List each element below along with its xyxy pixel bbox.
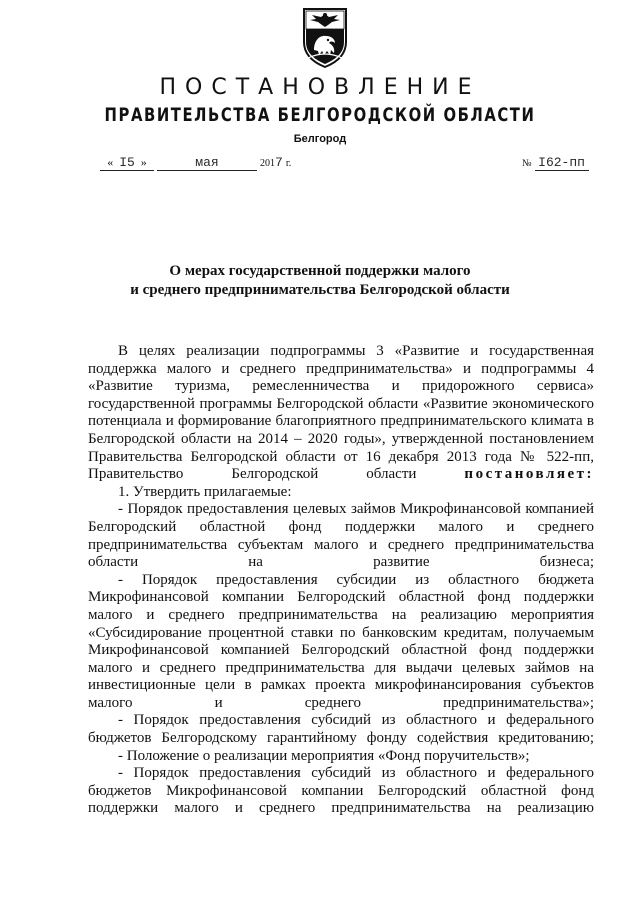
document-date — [100, 155, 300, 175]
date-year-suffix: г. — [285, 158, 292, 169]
document-city: Белгород — [293, 133, 347, 145]
document-heading — [0, 262, 640, 300]
document-title: ПОСТАНОВЛЕНИЕ — [159, 75, 481, 100]
number-label: № — [522, 158, 532, 169]
item-1: 1. Утвердить прилагаемые: — [118, 483, 292, 500]
date-month-field: мая — [157, 156, 257, 171]
intro-paragraph: В целях реализации подпрограммы 3 «Развитие и государственная поддержка малого и среднего предпринимательства» и подпрограммы 4 «Развитие туризма, ремесленничества и придорожного сервиса» государственной программы Белгородской области «Развитие экономического потенциала и формирование благоприятного предпринимательского климата в Белгородской области на 2014 – 2020 годы», утвержденной постановлением Правительства Белгородской области от 16 декабря 2013 года № 522-пп, Правительство Белгородской области постановляет: — [88, 343, 595, 483]
document-number — [522, 155, 602, 175]
action-word: постановляет — [464, 466, 587, 483]
heading-line-2: и среднего предпринимательства Белгородской области — [130, 282, 510, 298]
issuing-authority: ПРАВИТЕЛЬСТВА БЕЛГОРОДСКОЙ ОБЛАСТИ — [104, 104, 536, 126]
heading-line-1: О мерах государственной поддержки малого — [169, 263, 471, 279]
date-year-digit: 7 — [275, 155, 283, 170]
list-item: - Порядок предоставления субсидий из областного и федерального бюджетов Микрофинансовой компании Белгородский областной фонд поддержки малого и среднего предпринимательства на реализацию — [88, 765, 594, 817]
list-item: - Порядок предоставления субсидии из областного бюджета Микрофинансовой компании Белгородский областной фонд поддержки малого и среднего предпринимательства на реализацию мероприятия «Субсидирование процентной ставки по банковским кредитам, получаемым Микрофинансовой компанией Белгородский областной фонд поддержки малого и среднего предпринимательства для выдачи целевых займов на инвестиционные цели в рамках проекта микрофинансирования субъектов малого и среднего предпринимательства»; — [88, 571, 594, 711]
list-item: - Порядок предоставления субсидий из областного и федерального бюджетов Белгородскому гарантийному фонду содействия кредитованию; — [88, 712, 594, 747]
date-year-prefix: 201 — [260, 158, 275, 169]
list-item: - Порядок предоставления целевых займов Микрофинансовой компанией Белгородский областной фонд поддержки малого и среднего предпринимательства субъектам малого и среднего предпринимательства области на развитие бизнеса; — [88, 501, 594, 571]
number-value: I62-пп — [535, 156, 589, 171]
date-day-field: « I5 » — [100, 155, 154, 171]
list-item: - Положение о реализации мероприятия «Фонд поручительств»; — [118, 747, 530, 764]
document-body — [88, 343, 594, 818]
belgorod-coat-of-arms-icon — [300, 6, 350, 68]
